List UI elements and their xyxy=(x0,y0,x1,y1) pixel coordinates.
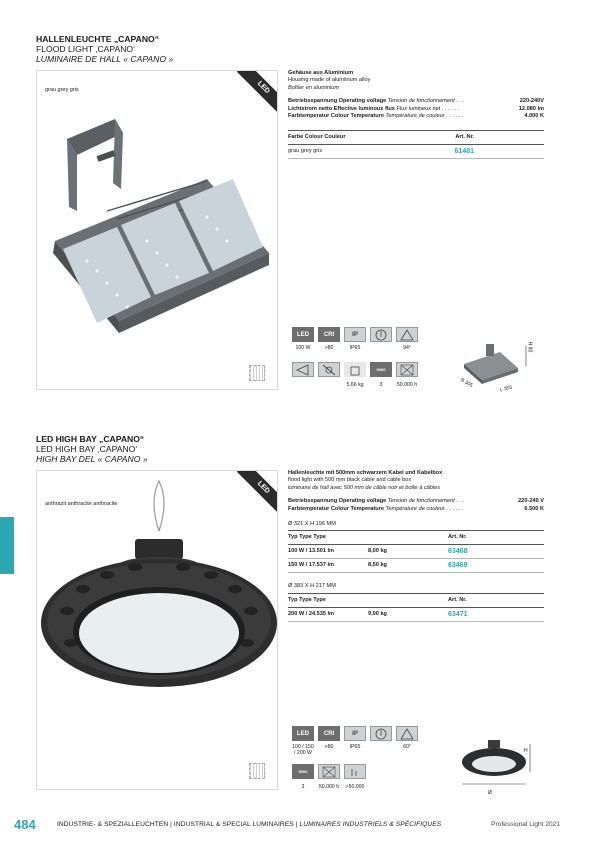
protection-class-icon xyxy=(370,726,392,741)
product2-photo-box xyxy=(36,470,278,790)
product1-voltage-label-fr: Tension de fonctionnement xyxy=(387,98,455,105)
product1-icons-row2 xyxy=(292,362,418,377)
beam-angle-icon xyxy=(396,726,418,741)
product1-temp-label: Farbtemperatur Colour Temperature xyxy=(288,113,384,120)
product1-flux-value: 12.080 lm xyxy=(518,105,544,112)
product2-photo-label: anthrazit anthracite anthracite xyxy=(45,501,118,507)
table-row: 150 W / 17.537 lm 8,50 kg 63469 xyxy=(288,562,468,570)
product1-flux-label: Lichtstrom netto Effective luminous flux xyxy=(288,105,395,112)
weight-value: 5,66 kg xyxy=(346,382,364,388)
wattage-value: 100 W xyxy=(295,345,311,351)
product1-voltage-value: 220-240V xyxy=(519,98,544,105)
product1-flux-label-fr: Flux lumineux net xyxy=(396,105,441,112)
product1-title-en: FLOOD LIGHT ‚CAPANO‘ xyxy=(36,44,136,54)
product1-floodlight-image xyxy=(37,71,278,390)
product1-qr-code[interactable] xyxy=(249,365,265,381)
lifetime-icon xyxy=(318,764,340,779)
weight-icon xyxy=(344,362,366,377)
product1-dim-h: H 80 xyxy=(526,341,533,353)
led-icon: LED xyxy=(292,726,314,741)
product2-temp-value: 6.500 K xyxy=(524,505,544,512)
product1-dim-b: B 305 xyxy=(459,377,474,389)
product1-photo-box xyxy=(36,70,278,390)
no-dimming-icon xyxy=(318,362,340,377)
product2-icons-row1 xyxy=(292,726,418,741)
product2-spec xyxy=(288,470,544,622)
footer-catalog-name: Professional Light 2021 xyxy=(491,821,560,828)
switching-cycles-icon xyxy=(344,764,366,779)
product1-led-ribbon: LED xyxy=(237,70,278,114)
product1-voltage-label: Betriebsspannung Operating voltage xyxy=(288,98,387,105)
beam-angle-icon xyxy=(396,327,418,342)
product1-photo-label: grau grey gris xyxy=(45,87,79,93)
led-icon: LED xyxy=(292,327,314,342)
lifetime-icon xyxy=(396,362,418,377)
ip-value: IP65 xyxy=(349,345,361,351)
product2-group2-size: Ø 383 X H 217 MM xyxy=(288,583,336,590)
ip-rating-icon: IP xyxy=(344,327,366,342)
product2-group1-size: Ø 321 X H 196 MM xyxy=(288,521,336,528)
product2-title-en: LED HIGH BAY ‚CAPANO‘ xyxy=(36,444,138,454)
product1-icons-row1 xyxy=(292,327,418,342)
mounting-icon xyxy=(292,362,314,377)
page-footer xyxy=(0,814,600,834)
product2-title-fr: HIGH BAY DEL « CAPANO » xyxy=(36,454,148,464)
product1-voltage-row: Betriebsspannung Operating voltage Tension de fonctionnement . . . 220-240V xyxy=(288,98,544,105)
warranty-value: 3 xyxy=(301,784,305,790)
product1-temp-value: 4.000 K xyxy=(524,113,544,120)
warranty-value: 3 xyxy=(379,382,383,388)
table-row xyxy=(288,145,544,158)
product1-icons-row2-values xyxy=(292,382,418,388)
product2-voltage-label-fr: Tension de fonctionnement xyxy=(387,498,455,505)
product2-led-ribbon: LED xyxy=(237,470,278,514)
product2-icons-row1-values xyxy=(292,744,418,756)
product1-row-label: grau grey gris xyxy=(288,148,323,155)
cri-value: >80 xyxy=(324,345,334,351)
product2-voltage-label: Betriebsspannung Operating voltage xyxy=(288,498,387,505)
product1-housing-en: Housing made of aluminium alloy xyxy=(288,77,371,84)
warranty-icon: 5000 xyxy=(292,764,314,779)
wattage-value: 100 / 150 / 200 W xyxy=(292,744,314,756)
product1-art-header: Art. Nr. xyxy=(455,134,474,141)
product2-voltage-row: Betriebsspannung Operating voltage Tension de fonctionnement . . . 220-240 V xyxy=(288,498,544,505)
product1-dimension-drawing xyxy=(456,338,536,398)
product1-art-number[interactable]: 61481 xyxy=(454,148,474,156)
beam-angle-value: 94° xyxy=(403,345,411,351)
cri-value: >80 xyxy=(324,744,334,750)
cri-icon: CRI xyxy=(318,327,340,342)
product2-desc-fr: luminaire de hall avec 500 mm de câble noir et boîte à câbles xyxy=(288,484,441,491)
cri-icon: CRI xyxy=(318,726,340,741)
section-side-tab xyxy=(0,517,14,574)
art-number-63471[interactable]: 63471 xyxy=(448,610,468,618)
product1-title-de: HALLENLEUCHTE „CAPANO“ xyxy=(36,34,160,44)
product2-desc-de: Hallenleuchte mit 500mm schwarzem Kabel und Kabelbox xyxy=(288,470,443,476)
product2-desc-en: flood light with 500 mm black cable and cable box xyxy=(288,477,412,484)
switching-cycles-value: >50.000 xyxy=(345,784,365,790)
product1-housing-de: Gehäuse aus Aluminium xyxy=(288,70,354,76)
table-row: 100 W / 13.501 lm 8,00 kg 63468 xyxy=(288,548,468,556)
protection-class-icon xyxy=(370,327,392,342)
product2-temp-row: Farbtemperatur Colour Temperature Température de couleur . . . . . . 6.500 K xyxy=(288,505,544,512)
page-number: 484 xyxy=(14,817,36,832)
product2-dimension-drawing xyxy=(454,738,534,788)
product1-spec xyxy=(288,70,544,159)
product1-dim-l: L 355 xyxy=(499,384,513,394)
product2-temp-label-fr: Température de couleur xyxy=(385,505,445,512)
product2-icons-row2-values xyxy=(292,784,366,790)
product2-title-block xyxy=(36,434,148,464)
product2-table-header-2: Typ Type Type Art. Nr. xyxy=(288,596,467,603)
product1-flux-row: Lichtstrom netto Effective luminous flux Flux lumineux net . . . . . . 12.080 lm xyxy=(288,105,544,112)
product2-table-header-1: Typ Type Type Art. Nr. xyxy=(288,534,467,541)
product1-col-header: Farbe Colour Couleur xyxy=(288,134,346,141)
product1-temp-row: Farbtemperatur Colour Temperature Température de couleur . . . . . . 4.000 K xyxy=(288,113,544,120)
product1-title-fr: LUMINAIRE DE HALL « CAPANO » xyxy=(36,54,174,64)
ip-value: IP65 xyxy=(349,744,361,750)
lifetime-value: 50.000 h xyxy=(396,382,418,388)
product1-table-header xyxy=(288,131,544,144)
lifetime-value: 50.000 h xyxy=(318,784,340,790)
product1-icons-row1-values xyxy=(292,345,418,351)
product2-voltage-value: 220-240 V xyxy=(518,498,544,505)
footer-section-title: INDUSTRIE- & SPEZIALLEUCHTEN | INDUSTRIAL & SPECIAL LUMINAIRES | LUMINAIRES INDUSTRIELS & SPÉCIFIQUES xyxy=(57,821,442,828)
product2-icons-row2 xyxy=(292,764,366,779)
product2-title-de: LED HIGH BAY „CAPANO“ xyxy=(36,434,145,444)
ip-rating-icon: IP xyxy=(344,726,366,741)
product2-temp-label: Farbtemperatur Colour Temperature xyxy=(288,505,384,512)
product2-qr-code[interactable] xyxy=(249,763,265,779)
product1-temp-label-fr: Température de couleur xyxy=(385,113,445,120)
product2-dim-d: Ø xyxy=(488,790,492,796)
product1-title-block xyxy=(36,34,173,64)
warranty-icon: 5000 xyxy=(370,362,392,377)
product2-highbay-image xyxy=(37,471,278,790)
product1-housing-fr: Boîtier en aluminium xyxy=(288,84,339,91)
table-row: 200 W / 24.535 lm 9,00 kg 63471 xyxy=(288,610,468,618)
art-number-63469[interactable]: 63469 xyxy=(448,562,468,570)
art-number-63468[interactable]: 63468 xyxy=(448,548,468,556)
product2-dim-h: H xyxy=(524,748,528,754)
beam-angle-value: 60° xyxy=(403,744,411,750)
